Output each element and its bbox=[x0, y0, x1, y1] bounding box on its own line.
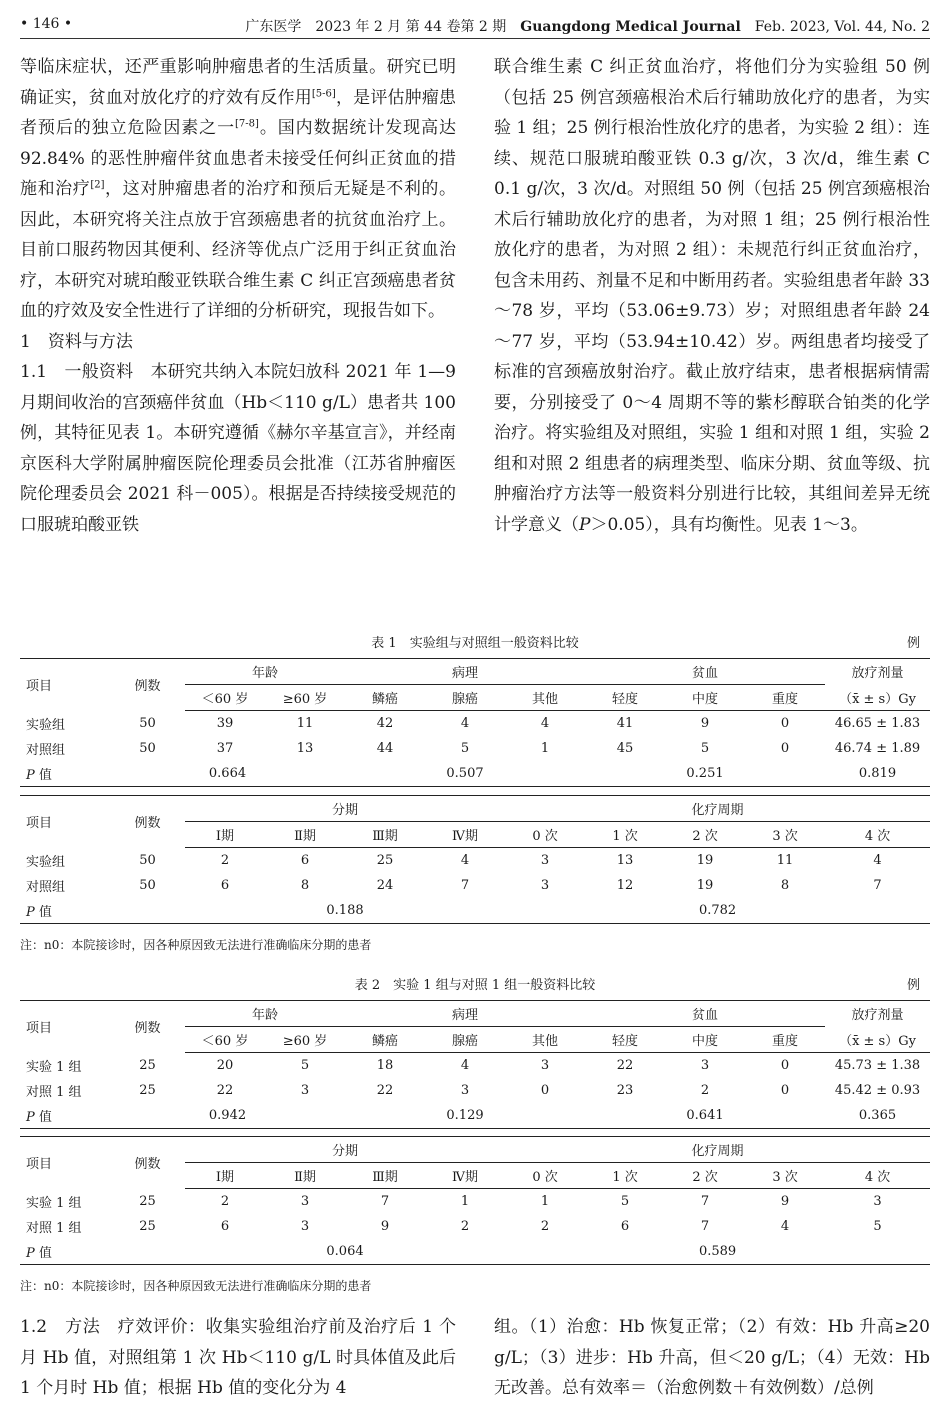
table-1-part-2 bbox=[20, 795, 930, 924]
sub-header: Ⅱ期 bbox=[265, 1163, 345, 1189]
text-span: ＞0.05），具有均衡性。见表 1～3。 bbox=[590, 514, 868, 535]
cell: 45.73 ± 1.38 bbox=[834, 1058, 921, 1073]
cell: 1 bbox=[540, 741, 550, 756]
col-header: 例数 bbox=[110, 1137, 185, 1189]
col-header: 贫血 bbox=[585, 659, 825, 685]
cell: 4 bbox=[540, 716, 550, 731]
cell: 3 bbox=[540, 1058, 550, 1073]
p-value: 0.064 bbox=[185, 1239, 505, 1265]
table-1-caption bbox=[20, 632, 930, 651]
sub-header: ＜60 岁 bbox=[185, 1027, 265, 1053]
p-value: 0.641 bbox=[585, 1103, 825, 1129]
col-header: 例数 bbox=[110, 796, 185, 848]
p-value-row bbox=[20, 1239, 930, 1265]
text-span: 。国内数据统计发现高达 92.84% 的恶性肿瘤伴贫血患者未接受任何纠正贫血的措施和治疗 bbox=[20, 118, 457, 199]
text-span: 联合维生素 C 纠正贫血治疗，将他们分为实验组 50 例（包括 25 例宫颈癌根治术后行辅助放化疗的患者，为实验 1 组；25 例行根治性放化疗的患者，为实验 2 组）：连续、规范口服琥珀酸亚铁 0.3 g/次，3 次/d，维生素 C 0.1 g/次，3 次/d。对照组 50 例（包括 25 例宫颈癌根治术后行辅助放化疗的患者，为对照 1 组；25 例行根治性放化疗的患者，为对照 2 组）：未规范行纠正贫血治疗，包含未用药、剂量不足和中断用药者。实验组患者年龄 33～78 岁，平均（53.06±9.73）岁；对照组患者年龄 24～77 岁，平均（53.94±10.42）岁。两组患者均接受了标准的宫颈癌放射治疗。截止放疗结束，患者根据病情需要，分别接受了 0～4 周期不等的紫杉醇联合铂类的化学治疗。将实验组及对照组，实验 1 组和对照 1 组，实验 2 组和对照 2 组患者的病理类型、临床分期、贫血等级、抗肿瘤治疗方法等一般资料分别进行比较，其组间差异无统计学意义（ bbox=[494, 57, 930, 535]
p-value-row bbox=[20, 898, 930, 924]
cell: 9 bbox=[700, 716, 710, 731]
cell: 0 bbox=[780, 741, 790, 756]
cell: 0 bbox=[780, 1083, 790, 1098]
cell: 11 bbox=[296, 716, 314, 731]
cell: 2 bbox=[220, 1194, 230, 1209]
col-header: 例数 bbox=[110, 659, 185, 711]
p-value: 0.365 bbox=[825, 1103, 930, 1129]
cell: 20 bbox=[216, 1058, 234, 1073]
sub-header: Ⅰ期 bbox=[185, 1163, 265, 1189]
cell: 3 bbox=[873, 1194, 882, 1209]
cell: 23 bbox=[616, 1083, 634, 1098]
cell: 22 bbox=[376, 1083, 394, 1098]
cell: 39 bbox=[216, 716, 234, 731]
p-label bbox=[20, 898, 110, 924]
cell: 8 bbox=[780, 878, 790, 893]
col-header: 年龄 bbox=[185, 659, 345, 685]
cell: 3 bbox=[700, 1058, 710, 1073]
paragraph-criteria: 组。（1）治愈：Hb 恢复正常；（2）有效：Hb 升高≥20 g/L；（3）进步：Hb 升高，但＜20 g/L；（4）无效：Hb 无改善。总有效率＝（治愈例数＋有效例数）/总例 bbox=[494, 1317, 930, 1398]
sub-header: ≥60 岁 bbox=[265, 685, 345, 711]
sub-header: 重度 bbox=[745, 1027, 825, 1053]
citation: [5-6] bbox=[311, 87, 336, 99]
sub-header: Ⅱ期 bbox=[265, 822, 345, 848]
cell: 6 bbox=[300, 853, 310, 868]
cell: 6 bbox=[220, 878, 230, 893]
cell: 50 bbox=[139, 715, 156, 731]
table-2-part-2 bbox=[20, 1136, 930, 1265]
header-row bbox=[20, 659, 930, 685]
paragraph-general-data: 1.1 一般资料 本研究共纳入本院妇放科 2021 年 1—9 月期间收治的宫颈癌伴贫血（Hb＜110 g/L）患者共 100 例，其特征见表 1。本研究遵循《赫尔辛基宣言》，并经南京医科大学附属肿瘤医院伦理委员会批准（江苏省肿瘤医院伦理委员会 2021 科－005）。根据是否持续接受规范的口服琥珀酸亚铁 bbox=[20, 362, 456, 535]
sub-header: 中度 bbox=[665, 1027, 745, 1053]
col-header: 分期 bbox=[185, 1137, 505, 1163]
sub-header: 重度 bbox=[745, 685, 825, 711]
p-value: 0.188 bbox=[185, 898, 505, 924]
cell: 对照组 bbox=[26, 743, 66, 758]
p-symbol: P bbox=[26, 1246, 35, 1261]
cell: 22 bbox=[216, 1083, 234, 1098]
cell: 对照 1 组 bbox=[26, 1085, 82, 1100]
p-value: 0.589 bbox=[505, 1239, 930, 1265]
cell: 实验组 bbox=[26, 717, 66, 733]
table-2 bbox=[20, 1000, 930, 1129]
sub-header: 鳞癌 bbox=[345, 1027, 425, 1053]
col-header: 分期 bbox=[185, 796, 505, 822]
journal-info bbox=[245, 16, 930, 36]
table-row bbox=[20, 1078, 930, 1103]
text-column-left bbox=[20, 52, 456, 540]
cell: 6 bbox=[220, 1219, 230, 1234]
cell: 25 bbox=[139, 1219, 156, 1234]
cell: 24 bbox=[376, 878, 394, 893]
p-suffix: 值 bbox=[34, 1110, 52, 1125]
cell: 6 bbox=[620, 1219, 630, 1234]
cell: 9 bbox=[780, 1194, 790, 1209]
section-heading: 1 资料与方法 bbox=[20, 331, 133, 352]
p-symbol: P bbox=[26, 1110, 35, 1125]
cell: 45 bbox=[616, 741, 634, 756]
p-suffix: 值 bbox=[34, 905, 52, 920]
p-symbol: P bbox=[26, 905, 35, 920]
cell: 46.65 ± 1.83 bbox=[834, 716, 921, 731]
header-row bbox=[20, 1001, 930, 1027]
col-header: 病理 bbox=[345, 659, 585, 685]
sub-header: Ⅳ期 bbox=[425, 822, 505, 848]
cell: 7 bbox=[873, 878, 882, 893]
cell: 12 bbox=[616, 878, 634, 893]
table-row bbox=[20, 848, 930, 874]
cell: 13 bbox=[296, 741, 314, 756]
cell: 37 bbox=[216, 741, 234, 756]
p-value: 0.942 bbox=[110, 1103, 345, 1129]
sub-header: 3 次 bbox=[745, 1163, 825, 1189]
citation: [2] bbox=[90, 179, 105, 191]
cell: 3 bbox=[300, 1083, 310, 1098]
journal-issue-en: Feb. 2023, Vol. 44, No. 2 bbox=[754, 19, 930, 35]
col-header: 放疗剂量 bbox=[825, 659, 930, 685]
text-column-bottom-left bbox=[20, 1312, 456, 1404]
journal-name-en: Guangdong Medical Journal bbox=[520, 19, 741, 35]
table-row bbox=[20, 736, 930, 761]
text-span: ，是评估肿瘤患者预后的独立危险因素之一 bbox=[20, 87, 457, 138]
header-row bbox=[20, 1137, 930, 1163]
journal-name-cn: 广东医学 2023 年 2 月 第 44 卷第 2 期 bbox=[245, 19, 507, 35]
p-value: 0.819 bbox=[825, 761, 930, 787]
cell: 2 bbox=[700, 1083, 710, 1098]
sub-header: Ⅳ期 bbox=[425, 1163, 505, 1189]
sub-header: 2 次 bbox=[665, 822, 745, 848]
sub-header: ≥60 岁 bbox=[265, 1027, 345, 1053]
sub-header: 中度 bbox=[665, 685, 745, 711]
cell: 22 bbox=[616, 1058, 634, 1073]
col-header: 年龄 bbox=[185, 1001, 345, 1027]
p-value: 0.251 bbox=[585, 761, 825, 787]
table-row bbox=[20, 1189, 930, 1215]
p-suffix: 值 bbox=[34, 768, 52, 783]
cell: 5 bbox=[873, 1219, 882, 1234]
unit-label: 例 bbox=[906, 978, 920, 993]
cell: 45.42 ± 0.93 bbox=[834, 1083, 921, 1098]
text-column-right bbox=[494, 52, 930, 540]
cell: 50 bbox=[139, 878, 156, 893]
col-header: 项目 bbox=[20, 1137, 110, 1189]
p-value: 0.664 bbox=[110, 761, 345, 787]
cell: 实验 1 组 bbox=[26, 1195, 82, 1211]
cell: 18 bbox=[376, 1058, 394, 1073]
cell: 4 bbox=[780, 1219, 790, 1234]
sub-header: （x̄ ± s）Gy bbox=[825, 685, 930, 711]
sub-header: 4 次 bbox=[825, 1163, 930, 1189]
cell: 3 bbox=[300, 1194, 310, 1209]
p-value-row bbox=[20, 761, 930, 787]
cell: 25 bbox=[139, 1057, 156, 1073]
table-2-note: 注：n0：本院接诊时，因各种原因致无法进行准确临床分期的患者 bbox=[20, 1279, 372, 1293]
running-header bbox=[20, 14, 930, 39]
cell: 0 bbox=[780, 1058, 790, 1073]
caption-text: 表 1 实验组与对照组一般资料比较 bbox=[371, 636, 579, 651]
col-header: 化疗周期 bbox=[505, 1137, 930, 1163]
cell: 5 bbox=[300, 1058, 310, 1073]
sub-header: 0 次 bbox=[505, 1163, 585, 1189]
cell: 0 bbox=[540, 1083, 550, 1098]
sub-header: Ⅲ期 bbox=[345, 822, 425, 848]
cell: 4 bbox=[460, 1058, 470, 1073]
cell: 8 bbox=[300, 878, 310, 893]
col-header: 项目 bbox=[20, 659, 110, 711]
cell: 7 bbox=[380, 1194, 390, 1209]
cell: 1 bbox=[540, 1194, 550, 1209]
cell: 2 bbox=[460, 1219, 470, 1234]
cell: 4 bbox=[873, 853, 882, 868]
cell: 25 bbox=[376, 853, 394, 868]
unit-label: 例 bbox=[906, 636, 920, 651]
cell: 对照 1 组 bbox=[26, 1221, 82, 1236]
page-number: • 146 • bbox=[20, 16, 73, 32]
header-row bbox=[20, 796, 930, 822]
sub-header: 轻度 bbox=[585, 1027, 665, 1053]
paragraph-methods: 1.2 方法 疗效评价：收集实验组治疗前及治疗后 1 个月 Hb 值，对照组第 1 次 Hb＜110 g/L 时具体值及此后 1 个月时 Hb 值；根据 Hb 值的变化分为 4 bbox=[20, 1317, 456, 1398]
p-value: 0.507 bbox=[345, 761, 585, 787]
col-header: 贫血 bbox=[585, 1001, 825, 1027]
cell: 42 bbox=[376, 716, 394, 731]
sub-header: （x̄ ± s）Gy bbox=[825, 1027, 930, 1053]
cell: 对照组 bbox=[26, 880, 66, 895]
text-span: 等临床症状，还严重影响肿瘤患者的生活质量。研究已明确证实，贫血对放化疗的疗效有反作用 bbox=[20, 57, 456, 108]
p-label bbox=[20, 1239, 110, 1265]
sub-header: 4 次 bbox=[825, 822, 930, 848]
sub-header: 2 次 bbox=[665, 1163, 745, 1189]
cell: 11 bbox=[776, 853, 794, 868]
cell: 5 bbox=[620, 1194, 630, 1209]
col-header: 项目 bbox=[20, 1001, 110, 1053]
cell: 实验 1 组 bbox=[26, 1059, 82, 1075]
p-value: 0.129 bbox=[345, 1103, 585, 1129]
sub-header: 轻度 bbox=[585, 685, 665, 711]
sub-header: 1 次 bbox=[585, 1163, 665, 1189]
sub-header: 其他 bbox=[505, 1027, 585, 1053]
p-label bbox=[20, 1103, 110, 1129]
cell: 9 bbox=[380, 1219, 390, 1234]
cell: 3 bbox=[540, 853, 550, 868]
p-symbol: P bbox=[26, 768, 35, 783]
cell: 5 bbox=[700, 741, 710, 756]
caption-text: 表 2 实验 1 组与对照 1 组一般资料比较 bbox=[354, 978, 596, 993]
table-2-caption bbox=[20, 974, 930, 993]
table-row bbox=[20, 1053, 930, 1079]
text-column-bottom-right bbox=[494, 1312, 930, 1404]
table-row bbox=[20, 1214, 930, 1239]
sub-header: Ⅰ期 bbox=[185, 822, 265, 848]
cell: 4 bbox=[460, 716, 470, 731]
p-suffix: 值 bbox=[34, 1246, 52, 1261]
cell: 7 bbox=[700, 1219, 710, 1234]
sub-header: 3 次 bbox=[745, 822, 825, 848]
sub-header: 1 次 bbox=[585, 822, 665, 848]
cell: 2 bbox=[540, 1219, 550, 1234]
cell: 3 bbox=[540, 878, 550, 893]
paragraph-intro bbox=[20, 52, 456, 327]
cell: 2 bbox=[220, 853, 230, 868]
citation: [7-8] bbox=[235, 118, 259, 130]
sub-header: ＜60 岁 bbox=[185, 685, 265, 711]
cell: 4 bbox=[460, 853, 470, 868]
sub-header: 其他 bbox=[505, 685, 585, 711]
table-1-note: 注：n0：本院接诊时，因各种原因致无法进行准确临床分期的患者 bbox=[20, 938, 372, 952]
col-header: 放疗剂量 bbox=[825, 1001, 930, 1027]
paragraph-groups bbox=[494, 52, 930, 540]
cell: 50 bbox=[139, 741, 156, 756]
col-header: 项目 bbox=[20, 796, 110, 848]
cell: 46.74 ± 1.89 bbox=[834, 741, 921, 756]
cell: 25 bbox=[139, 1083, 156, 1098]
p-label bbox=[20, 761, 110, 787]
cell: 50 bbox=[139, 852, 156, 868]
col-header: 例数 bbox=[110, 1001, 185, 1053]
cell: 7 bbox=[460, 878, 470, 893]
cell: 7 bbox=[700, 1194, 710, 1209]
cell: 0 bbox=[780, 716, 790, 731]
text-span: ，这对肿瘤患者的治疗和预后无疑是不利的。因此，本研究将关注点放于宫颈癌患者的抗贫血治疗上。目前口服药物因其便利、经济等优点广泛用于纠正贫血治疗，本研究对琥珀酸亚铁联合维生素 C 纠正宫颈癌患者贫血的疗效及安全性进行了详细的分析研究，现报告如下。 bbox=[20, 179, 457, 321]
sub-header: Ⅲ期 bbox=[345, 1163, 425, 1189]
cell: 1 bbox=[460, 1194, 470, 1209]
sub-header: 腺癌 bbox=[425, 685, 505, 711]
cell: 25 bbox=[139, 1193, 156, 1209]
sub-header: 腺癌 bbox=[425, 1027, 505, 1053]
cell: 13 bbox=[616, 853, 634, 868]
cell: 5 bbox=[460, 741, 470, 756]
table-row bbox=[20, 873, 930, 898]
col-header: 病理 bbox=[345, 1001, 585, 1027]
cell: 19 bbox=[696, 853, 714, 868]
cell: 41 bbox=[616, 716, 634, 731]
sub-header: 鳞癌 bbox=[345, 685, 425, 711]
table-1 bbox=[20, 658, 930, 787]
sub-header: 0 次 bbox=[505, 822, 585, 848]
cell: 3 bbox=[460, 1083, 470, 1098]
p-symbol: P bbox=[579, 514, 591, 535]
p-value-row bbox=[20, 1103, 930, 1129]
table-row bbox=[20, 711, 930, 737]
col-header: 化疗周期 bbox=[505, 796, 930, 822]
cell: 实验组 bbox=[26, 854, 66, 870]
cell: 44 bbox=[376, 741, 394, 756]
cell: 19 bbox=[696, 878, 714, 893]
cell: 3 bbox=[300, 1219, 310, 1234]
p-value: 0.782 bbox=[505, 898, 930, 924]
